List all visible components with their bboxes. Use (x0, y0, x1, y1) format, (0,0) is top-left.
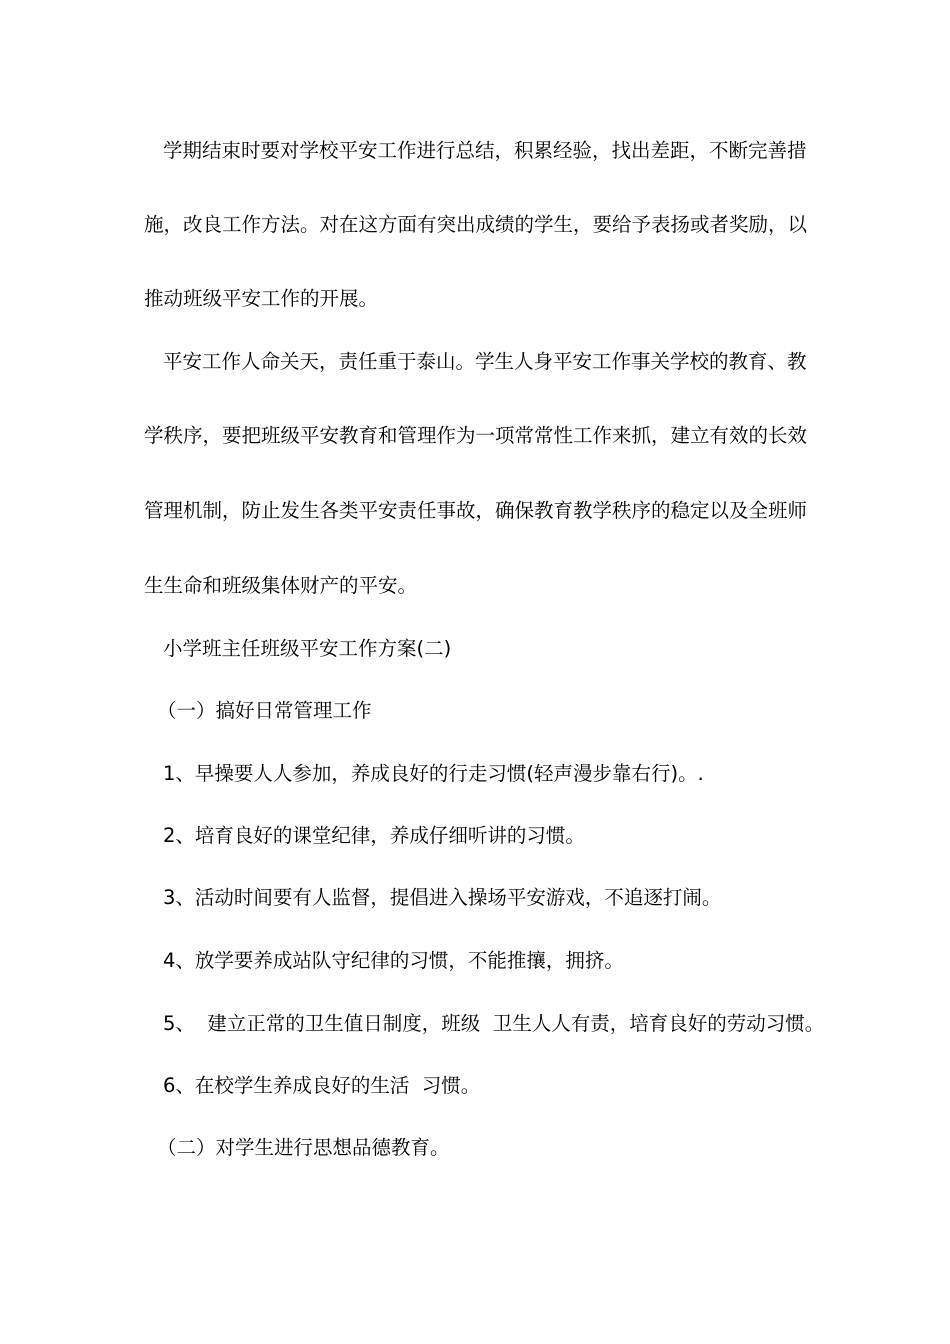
subsection-2-heading: （二）对学生进行思想品德教育。 (157, 1136, 450, 1159)
paragraph-1-line-2: 施，改良工作方法。对在这方面有突出成绩的学生，要给予表扬或者奖励，以 (144, 213, 808, 236)
list-item-1: 1、早操要人人参加，养成良好的行走习惯(轻声漫步靠右行)。. (163, 762, 704, 785)
paragraph-2-line-2: 学秩序，要把班级平安教育和管理作为一项常常性工作来抓，建立有效的长效 (144, 424, 808, 447)
paragraph-1-line-3: 推动班级平安工作的开展。 (144, 287, 379, 310)
list-item-2: 2、培育良好的课堂纪律，养成仔细听讲的习惯。 (163, 824, 585, 847)
paragraph-2-line-3: 管理机制，防止发生各类平安责任事故，确保教育教学秩序的稳定以及全班师 (144, 499, 808, 522)
list-item-6: 6、在校学生养成良好的生活 习惯。 (163, 1074, 481, 1097)
list-item-4: 4、放学要养成站队守纪律的习惯，不能推攘，拥挤。 (163, 949, 624, 972)
list-item-5: 5、 建立正常的卫生值日制度，班级 卫生人人有责，培育良好的劳动习惯。 (163, 1012, 825, 1035)
section-title: 小学班主任班级平安工作方案(二) (163, 637, 452, 660)
list-item-3: 3、活动时间要有人监督，提倡进入操场平安游戏，不追逐打闹。 (163, 886, 722, 909)
subsection-1-heading: （一）搞好日常管理工作 (157, 699, 372, 722)
paragraph-2-line-1: 平安工作人命关天，责任重于泰山。学生人身平安工作事关学校的教育、教 (163, 350, 807, 373)
paragraph-2-line-4: 生生命和班级集体财产的平安。 (144, 574, 418, 597)
paragraph-1-line-1: 学期结束时要对学校平安工作进行总结，积累经验，找出差距，不断完善措 (163, 139, 807, 162)
